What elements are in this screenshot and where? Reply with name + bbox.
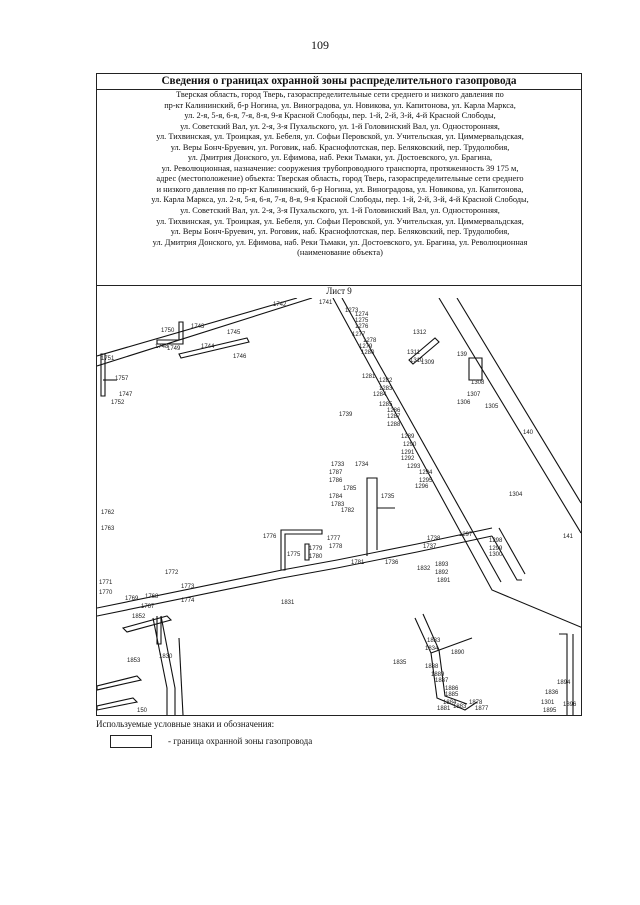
map-point-label: 1888 [425,664,439,670]
description-line: ул. Дмитрия Донского, ул. Ефимова, наб. Реки Тьмаки, ул. Достоевского, ул. Брагина, ул. Революционная [152,237,528,247]
description-line: ул. Веры Бонч-Бруевич, ул. Роговик, наб. Краснофлотская, пер. Беляковский, пер. Трудолюбия, [170,227,510,237]
map-point-label: 1835 [393,660,407,666]
map-point-label: 1883 [453,704,467,710]
map-point-label: 1757 [115,376,129,382]
map-point-label: 140 [523,430,534,436]
map-point-label: 1784 [329,494,343,500]
description-line: ул. Тихвинская, ул. Троицкая, ул. Бебеля, ул. Софьи Перовской, ул. Учительская, ул. Циммервальдская, [156,132,524,142]
map-point-label: 1287 [387,414,401,420]
map-point-label: 1778 [329,544,343,550]
map-point-label: 1783 [331,502,345,508]
description-line: ул. 2-я, 5-я, 6-я, 7-я, 8-я, 9-я Красной Слободы, пер. 1-й, 2-й, 3-й, 4-й Красной Слободы, [184,111,496,121]
map-point-label: 1782 [341,508,355,514]
map-point-label: 1774 [181,598,195,604]
map-point-label: 1781 [351,560,365,566]
map-point-label: 1895 [543,708,557,714]
map-point-label: 1297 [459,532,473,538]
description-line: ул. Советский Вал, ул. 2-я, 3-я Пухальского, ул. 1-й Головинский Вал, ул. Односторонняя, [180,206,500,216]
map-point-label: 1770 [99,590,113,596]
map-point-label: 1786 [329,478,343,484]
map-point-label: 1836 [545,690,559,696]
map-point-label: 1884 [443,700,457,706]
document-title: Сведения о границах охранной зоны распределительного газопровода [97,74,581,90]
map-point-label: 1894 [557,680,571,686]
map-point-label: 1892 [435,570,449,576]
map-point-label: 1767 [141,604,155,610]
map-point-label: 1733 [331,462,345,468]
map-point-label: 1284 [373,392,387,398]
map-point-label: 1887 [435,678,449,684]
map-point-label: 1889 [431,672,445,678]
map-point-label: 1283 [379,386,393,392]
map-point-label: 1737 [423,544,437,550]
map-point-label: 1831 [281,600,295,606]
description-line: ул. Веры Бонч-Бруевич, ул. Роговик, наб. Краснофлотская, пер. Беляковский, пер. Трудолюбия, [170,142,510,152]
map-point-label: 1277 [352,332,366,338]
map-point-label: 1294 [419,470,433,476]
map-point-label: 1274 [355,312,369,318]
map-point-label: 1762 [101,510,115,516]
map-point-label: 1293 [407,464,421,470]
map-point-label: 1278 [363,338,377,344]
map-point-label: 1852 [132,614,146,620]
map-point-label: 1276 [355,324,369,330]
legend-title: Используемые условные знаки и обозначения: [96,719,275,729]
map-point-label: 1301 [541,700,555,706]
map-point-label: 1881 [437,706,451,712]
map-point-label: 1833 [427,638,441,644]
map-point-label: 1830 [159,654,173,660]
map-point-label: 1745 [227,330,241,336]
description-line: ул. Тихвинская, ул. Троицкая, ул. Бебеля, ул. Софьи Перовской, ул. Учительская, ул. Циммервальдская, [156,216,524,226]
map-point-label: 1746 [233,354,247,360]
map-point-label: 1275 [355,318,369,324]
map-point-label: 1773 [181,584,195,590]
map-point-label: 1273 [345,308,359,314]
map-point-label: 1749 [167,346,181,352]
map-point-label: 1832 [417,566,431,572]
map-point-label: 1776 [263,534,277,540]
map-point-label: 1752 [111,400,125,406]
map-point-label: 1890 [451,650,465,656]
map-point-label: 1288 [387,422,401,428]
map-point-label: 150 [137,708,148,714]
map-point-label: 1779 [309,546,323,552]
map-point-label: 1299 [489,546,503,552]
page-number: 109 [311,38,329,52]
map-point-label: 1744 [201,344,215,350]
map-point-label: 1787 [329,470,343,476]
map-point-label: 1295 [419,478,433,484]
description-line: и низкого давления по пр-кт Калининский, б-р Ногина, ул. Виноградова, ул. Новикова, ул. Капитонова, [156,184,524,194]
document-frame [96,73,582,716]
map-point-label: 1290 [403,442,417,448]
map-point-label: 1772 [165,570,179,576]
map-point-label: 1878 [469,700,483,706]
map-point-label: 1280 [361,350,375,356]
map-point-label: 141 [563,534,574,540]
map-point-label: 1306 [457,400,471,406]
map-point-label: 1304 [509,492,523,498]
map-point-label: 1741 [319,300,333,306]
map-point-label: 139 [457,352,468,358]
map-point-label: 1279 [359,344,373,350]
map-point-label: 1834 [425,646,439,652]
description-line: адрес (местоположение) объекта: Тверская область, город Тверь, газораспределительные сети среднего [156,174,524,184]
map-point-label: 1285 [379,402,393,408]
map-point-label: 1763 [101,526,115,532]
object-name-caption: (наименование объекта) [297,248,383,258]
map-point-label: 1780 [309,554,323,560]
zone-map [97,298,581,715]
map-point-label: 1298 [489,538,503,544]
map-point-label: 1738 [427,536,441,542]
zone-boundary-swatch [110,735,152,748]
map-point-label: 1771 [99,580,113,586]
map-point-label: 1775 [287,552,301,558]
map-point-label: 1296 [415,484,429,490]
map-point-label: 1742 [273,302,287,308]
map-point-label: 1309 [421,360,435,366]
map-point-label: 1289 [401,434,415,440]
map-point-label: 1891 [437,578,451,584]
map-point-label: 1748 [155,344,169,350]
map-point-label: 1768 [145,594,159,600]
description-line: ул. Революционная, назначение: сооружения трубопроводного транспорта, протяженность 39 175 м, [161,163,519,173]
map-point-label: 1736 [385,560,399,566]
description-line: ул. Советский Вал, ул. 2-я, 3-я Пухальского, ул. 1-й Головинский Вал, ул. Односторонняя, [180,121,500,131]
map-point-label: 1750 [161,328,175,334]
map-point-label: 1769 [125,596,139,602]
legend-zone-boundary: - граница охранной зоны газопровода [168,736,313,746]
map-point-label: 1739 [339,412,353,418]
object-description [99,90,581,259]
map-point-label: 1735 [381,494,395,500]
map-point-label: 1877 [475,706,489,712]
map-point-label: 1747 [119,392,133,398]
map-point-label: 1286 [387,408,401,414]
description-line: ул. Карла Маркса, ул. 2-я, 5-я, 6-я, 7-я, 8-я, 9-я Красной Слободы, пер. 1-й, 2-й, 3-й, 4-й Красной Слободы, [151,195,529,205]
map-point-label: 1853 [127,658,141,664]
map-point-label: 1291 [401,450,415,456]
map-point-label: 1282 [379,378,393,384]
map-point-label: 1785 [343,486,357,492]
map-point-label: 1777 [327,536,341,542]
map-point-label: 1885 [445,692,459,698]
map-point-label: 1308 [471,380,485,386]
description-line: пр-кт Калининский, б-р Ногина, ул. Виноградова, ул. Новикова, ул. Капитонова, ул. Карла Маркса, [164,100,516,110]
map-point-label: 1751 [101,356,115,362]
map-point-label: 1305 [485,404,499,410]
map-point-label: 1307 [467,392,481,398]
description-line: Тверская область, город Тверь, газораспределительные сети среднего и низкого давления по [176,90,504,99]
map-point-label: 1292 [401,456,415,462]
map-point-label: 1886 [445,686,459,692]
description-line: ул. Дмитрия Донского, ул. Ефимова, наб. Реки Тьмаки, ул. Достоевского, ул. Брагина, [187,153,493,163]
map-point-label: 1300 [489,552,503,558]
map-point-label: 1896 [563,702,577,708]
map-point-label: 1310 [410,358,424,364]
map-point-label: 1281 [362,374,376,380]
map-point-label: 1734 [355,462,369,468]
map-point-label: 1311 [407,350,420,356]
map-point-label: 1743 [191,324,205,330]
sheet-label: Лист 9 [326,286,352,296]
map-point-label: 1312 [413,330,427,336]
map-point-label: 1893 [435,562,449,568]
